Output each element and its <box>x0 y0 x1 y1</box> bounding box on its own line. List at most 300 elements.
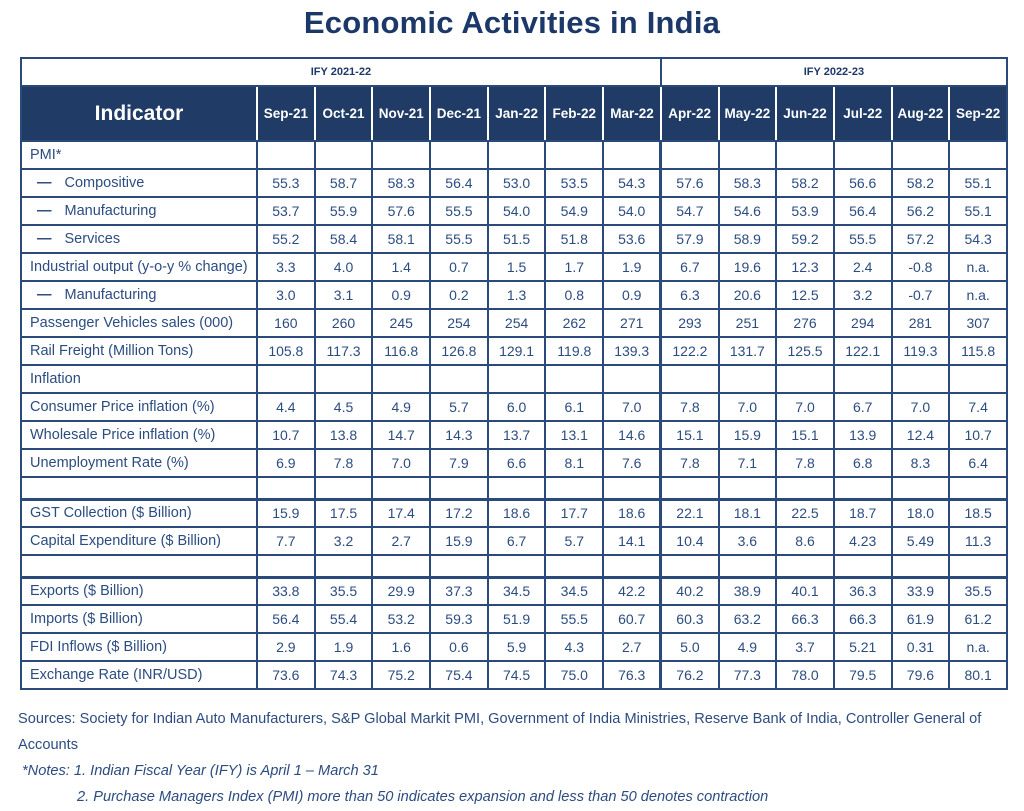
value-cell: 55.5 <box>430 225 488 253</box>
value-cell: 56.4 <box>430 169 488 197</box>
value-cell: 6.7 <box>834 393 892 421</box>
value-cell: 115.8 <box>949 337 1007 365</box>
value-cell: 8.6 <box>776 527 834 555</box>
value-cell: 276 <box>776 309 834 337</box>
indicator-label <box>21 281 257 309</box>
value-cell: 5.9 <box>488 633 546 661</box>
value-cell: 14.3 <box>430 421 488 449</box>
value-cell: 34.5 <box>545 577 603 605</box>
value-cell: 15.9 <box>719 421 777 449</box>
month-header: Jun-22 <box>776 86 834 141</box>
value-cell: 15.9 <box>257 499 315 527</box>
value-cell: 1.3 <box>488 281 546 309</box>
value-cell: 18.0 <box>892 499 950 527</box>
indicator-label: Exports ($ Billion) <box>21 577 257 605</box>
value-cell: 54.0 <box>488 197 546 225</box>
table-row <box>21 281 1007 309</box>
month-header: Apr-22 <box>661 86 719 141</box>
value-cell: 0.2 <box>430 281 488 309</box>
indicator-label: Industrial output (y-o-y % change) <box>21 253 257 281</box>
value-cell: 35.5 <box>315 577 373 605</box>
value-cell: 10.7 <box>949 421 1007 449</box>
value-cell <box>372 365 430 393</box>
value-cell: 7.6 <box>603 449 661 477</box>
value-cell: 53.9 <box>776 197 834 225</box>
fiscal-year-group-2: IFY 2022-23 <box>661 58 1007 86</box>
month-header: Jan-22 <box>488 86 546 141</box>
value-cell: 12.3 <box>776 253 834 281</box>
value-cell: 53.2 <box>372 605 430 633</box>
table-row <box>21 253 1007 281</box>
value-cell: 1.4 <box>372 253 430 281</box>
table-row <box>21 225 1007 253</box>
value-cell: 36.3 <box>834 577 892 605</box>
dash-bullet-icon: — <box>37 287 52 303</box>
value-cell: 79.6 <box>892 661 950 689</box>
value-cell: 53.0 <box>488 169 546 197</box>
value-cell: 14.1 <box>603 527 661 555</box>
value-cell <box>776 365 834 393</box>
indicator-label: Passenger Vehicles sales (000) <box>21 309 257 337</box>
value-cell: 7.0 <box>603 393 661 421</box>
value-cell: 57.9 <box>661 225 719 253</box>
table-row <box>21 309 1007 337</box>
value-cell <box>488 477 546 499</box>
month-header: Mar-22 <box>603 86 661 141</box>
table-row <box>21 169 1007 197</box>
value-cell: 6.7 <box>661 253 719 281</box>
value-cell <box>603 365 661 393</box>
spacer-label-cell <box>21 477 257 499</box>
value-cell <box>834 477 892 499</box>
value-cell: 55.4 <box>315 605 373 633</box>
value-cell <box>834 365 892 393</box>
value-cell: 55.3 <box>257 169 315 197</box>
value-cell: 1.6 <box>372 633 430 661</box>
value-cell: 18.5 <box>949 499 1007 527</box>
value-cell: 57.6 <box>661 169 719 197</box>
value-cell: 56.2 <box>892 197 950 225</box>
indicator-label-text: Services <box>64 231 121 247</box>
value-cell: 55.5 <box>545 605 603 633</box>
indicator-label: Imports ($ Billion) <box>21 605 257 633</box>
spacer-row <box>21 555 1007 577</box>
value-cell: 0.31 <box>892 633 950 661</box>
value-cell: 5.21 <box>834 633 892 661</box>
value-cell: 254 <box>430 309 488 337</box>
value-cell: 59.2 <box>776 225 834 253</box>
value-cell: 10.7 <box>257 421 315 449</box>
value-cell: 105.8 <box>257 337 315 365</box>
value-cell: 7.8 <box>661 393 719 421</box>
value-cell: 125.5 <box>776 337 834 365</box>
value-cell: 4.9 <box>372 393 430 421</box>
value-cell <box>661 141 719 169</box>
month-header: Feb-22 <box>545 86 603 141</box>
month-header: Jul-22 <box>834 86 892 141</box>
value-cell: 5.7 <box>545 527 603 555</box>
value-cell: 75.4 <box>430 661 488 689</box>
indicator-label: GST Collection ($ Billion) <box>21 499 257 527</box>
table-row <box>21 577 1007 605</box>
value-cell: 117.3 <box>315 337 373 365</box>
value-cell: 5.0 <box>661 633 719 661</box>
indicator-label: Exchange Rate (INR/USD) <box>21 661 257 689</box>
value-cell: 131.7 <box>719 337 777 365</box>
indicator-label: PMI* <box>21 141 257 169</box>
indicator-label-text: Manufacturing <box>64 203 157 219</box>
value-cell: 2.7 <box>603 633 661 661</box>
value-cell <box>315 365 373 393</box>
value-cell: 119.8 <box>545 337 603 365</box>
value-cell <box>834 555 892 577</box>
value-cell <box>661 555 719 577</box>
value-cell: 58.2 <box>776 169 834 197</box>
value-cell: 55.1 <box>949 197 1007 225</box>
month-header: Oct-21 <box>315 86 373 141</box>
value-cell: 60.3 <box>661 605 719 633</box>
month-header: Sep-21 <box>257 86 315 141</box>
value-cell <box>430 555 488 577</box>
value-cell: 0.7 <box>430 253 488 281</box>
indicator-label: Wholesale Price inflation (%) <box>21 421 257 449</box>
value-cell: 54.3 <box>603 169 661 197</box>
value-cell <box>834 141 892 169</box>
value-cell: 254 <box>488 309 546 337</box>
value-cell <box>488 555 546 577</box>
value-cell <box>603 141 661 169</box>
value-cell <box>372 477 430 499</box>
value-cell: 2.7 <box>372 527 430 555</box>
value-cell <box>949 365 1007 393</box>
value-cell: 60.7 <box>603 605 661 633</box>
table-row <box>21 527 1007 555</box>
value-cell <box>488 141 546 169</box>
value-cell: 4.3 <box>545 633 603 661</box>
value-cell <box>430 477 488 499</box>
indicator-label <box>21 169 257 197</box>
value-cell: 34.5 <box>488 577 546 605</box>
value-cell: 42.2 <box>603 577 661 605</box>
value-cell: 6.4 <box>949 449 1007 477</box>
value-cell: 294 <box>834 309 892 337</box>
value-cell: 11.3 <box>949 527 1007 555</box>
value-cell <box>545 141 603 169</box>
value-cell: 7.8 <box>315 449 373 477</box>
value-cell: 20.6 <box>719 281 777 309</box>
table-row <box>21 365 1007 393</box>
value-cell: 17.7 <box>545 499 603 527</box>
value-cell: 66.3 <box>834 605 892 633</box>
economic-indicators-table <box>20 57 1008 690</box>
value-cell: 14.6 <box>603 421 661 449</box>
table-row <box>21 499 1007 527</box>
value-cell: n.a. <box>949 253 1007 281</box>
value-cell: 6.9 <box>257 449 315 477</box>
month-header: May-22 <box>719 86 777 141</box>
indicator-label <box>21 197 257 225</box>
value-cell <box>661 365 719 393</box>
value-cell: 75.0 <box>545 661 603 689</box>
month-header: Aug-22 <box>892 86 950 141</box>
dash-bullet-icon: — <box>37 231 52 247</box>
value-cell: 5.49 <box>892 527 950 555</box>
value-cell: 119.3 <box>892 337 950 365</box>
value-cell: 12.4 <box>892 421 950 449</box>
value-cell: 4.5 <box>315 393 373 421</box>
value-cell: 7.0 <box>776 393 834 421</box>
value-cell: 40.1 <box>776 577 834 605</box>
value-cell <box>315 555 373 577</box>
value-cell: 54.3 <box>949 225 1007 253</box>
value-cell: 293 <box>661 309 719 337</box>
value-cell: 15.1 <box>661 421 719 449</box>
table-row <box>21 449 1007 477</box>
value-cell: 37.3 <box>430 577 488 605</box>
value-cell: 15.1 <box>776 421 834 449</box>
value-cell: 0.6 <box>430 633 488 661</box>
value-cell: 6.1 <box>545 393 603 421</box>
value-cell <box>892 477 950 499</box>
value-cell: -0.7 <box>892 281 950 309</box>
value-cell <box>545 555 603 577</box>
value-cell: 29.9 <box>372 577 430 605</box>
value-cell: 251 <box>719 309 777 337</box>
value-cell: 58.1 <box>372 225 430 253</box>
value-cell: 4.23 <box>834 527 892 555</box>
value-cell: 55.5 <box>430 197 488 225</box>
value-cell: 73.6 <box>257 661 315 689</box>
value-cell: 7.0 <box>719 393 777 421</box>
value-cell: 58.2 <box>892 169 950 197</box>
value-cell: n.a. <box>949 633 1007 661</box>
value-cell <box>661 477 719 499</box>
value-cell <box>488 365 546 393</box>
value-cell <box>257 141 315 169</box>
value-cell: n.a. <box>949 281 1007 309</box>
value-cell: 7.7 <box>257 527 315 555</box>
value-cell: 1.7 <box>545 253 603 281</box>
value-cell: 0.8 <box>545 281 603 309</box>
value-cell: 35.5 <box>949 577 1007 605</box>
value-cell: 17.5 <box>315 499 373 527</box>
table-row <box>21 633 1007 661</box>
value-cell: 51.5 <box>488 225 546 253</box>
value-cell: 3.1 <box>315 281 373 309</box>
value-cell <box>315 477 373 499</box>
month-header: Dec-21 <box>430 86 488 141</box>
value-cell: 33.9 <box>892 577 950 605</box>
value-cell: 4.0 <box>315 253 373 281</box>
value-cell <box>430 365 488 393</box>
value-cell: 262 <box>545 309 603 337</box>
value-cell: 55.1 <box>949 169 1007 197</box>
value-cell: 8.3 <box>892 449 950 477</box>
value-cell: 5.7 <box>430 393 488 421</box>
value-cell: 55.5 <box>834 225 892 253</box>
value-cell: 79.5 <box>834 661 892 689</box>
value-cell: 13.9 <box>834 421 892 449</box>
fiscal-year-group-1: IFY 2021-22 <box>21 58 661 86</box>
value-cell: 74.5 <box>488 661 546 689</box>
table-row <box>21 337 1007 365</box>
value-cell: 13.1 <box>545 421 603 449</box>
value-cell: 3.6 <box>719 527 777 555</box>
value-cell: 58.9 <box>719 225 777 253</box>
value-cell: 260 <box>315 309 373 337</box>
table-row <box>21 605 1007 633</box>
value-cell: 271 <box>603 309 661 337</box>
value-cell: 58.7 <box>315 169 373 197</box>
value-cell <box>719 555 777 577</box>
value-cell: 122.2 <box>661 337 719 365</box>
value-cell: 18.1 <box>719 499 777 527</box>
value-cell: 17.2 <box>430 499 488 527</box>
value-cell: 116.8 <box>372 337 430 365</box>
value-cell: 7.9 <box>430 449 488 477</box>
value-cell: 63.2 <box>719 605 777 633</box>
value-cell: 6.8 <box>834 449 892 477</box>
value-cell: 1.9 <box>315 633 373 661</box>
value-cell <box>776 141 834 169</box>
value-cell: 2.9 <box>257 633 315 661</box>
value-cell: 129.1 <box>488 337 546 365</box>
footer <box>18 707 1010 811</box>
value-cell: 14.7 <box>372 421 430 449</box>
value-cell <box>776 477 834 499</box>
value-cell: 66.3 <box>776 605 834 633</box>
value-cell: 22.1 <box>661 499 719 527</box>
value-cell: 6.7 <box>488 527 546 555</box>
indicator-label: Capital Expenditure ($ Billion) <box>21 527 257 555</box>
value-cell: 19.6 <box>719 253 777 281</box>
value-cell: 17.4 <box>372 499 430 527</box>
value-cell: 4.9 <box>719 633 777 661</box>
value-cell: 7.0 <box>372 449 430 477</box>
value-cell: 54.7 <box>661 197 719 225</box>
value-cell: 33.8 <box>257 577 315 605</box>
value-cell: 160 <box>257 309 315 337</box>
table-container <box>20 57 1008 690</box>
value-cell: 139.3 <box>603 337 661 365</box>
value-cell: 18.6 <box>603 499 661 527</box>
value-cell: 55.9 <box>315 197 373 225</box>
value-cell: 7.8 <box>776 449 834 477</box>
value-cell: 307 <box>949 309 1007 337</box>
value-cell: 8.1 <box>545 449 603 477</box>
spacer-label-cell <box>21 555 257 577</box>
table-row <box>21 421 1007 449</box>
indicator-header: Indicator <box>21 86 257 141</box>
indicator-label-text: Compositive <box>64 175 145 191</box>
value-cell <box>949 477 1007 499</box>
value-cell <box>372 141 430 169</box>
value-cell: 22.5 <box>776 499 834 527</box>
indicator-label: Rail Freight (Million Tons) <box>21 337 257 365</box>
value-cell: 2.4 <box>834 253 892 281</box>
value-cell: 57.6 <box>372 197 430 225</box>
value-cell <box>257 365 315 393</box>
value-cell: 3.2 <box>315 527 373 555</box>
value-cell <box>719 141 777 169</box>
value-cell: 13.8 <box>315 421 373 449</box>
table-row <box>21 197 1007 225</box>
value-cell: 59.3 <box>430 605 488 633</box>
value-cell: 1.9 <box>603 253 661 281</box>
month-header: Sep-22 <box>949 86 1007 141</box>
value-cell: 61.9 <box>892 605 950 633</box>
spacer-row <box>21 477 1007 499</box>
value-cell: 74.3 <box>315 661 373 689</box>
value-cell: 77.3 <box>719 661 777 689</box>
value-cell: 13.7 <box>488 421 546 449</box>
value-cell: 6.0 <box>488 393 546 421</box>
value-cell: 7.4 <box>949 393 1007 421</box>
value-cell: 58.4 <box>315 225 373 253</box>
value-cell <box>719 365 777 393</box>
value-cell: 1.5 <box>488 253 546 281</box>
indicator-label: FDI Inflows ($ Billion) <box>21 633 257 661</box>
value-cell: 281 <box>892 309 950 337</box>
value-cell: 40.2 <box>661 577 719 605</box>
value-cell: 51.8 <box>545 225 603 253</box>
value-cell: 18.6 <box>488 499 546 527</box>
dash-bullet-icon: — <box>37 203 52 219</box>
value-cell: -0.8 <box>892 253 950 281</box>
value-cell <box>257 477 315 499</box>
value-cell <box>949 141 1007 169</box>
value-cell: 7.1 <box>719 449 777 477</box>
value-cell: 61.2 <box>949 605 1007 633</box>
value-cell: 7.0 <box>892 393 950 421</box>
value-cell: 75.2 <box>372 661 430 689</box>
value-cell: 18.7 <box>834 499 892 527</box>
value-cell: 0.9 <box>603 281 661 309</box>
value-cell <box>603 555 661 577</box>
column-header-row <box>21 86 1007 141</box>
value-cell <box>545 477 603 499</box>
value-cell: 3.0 <box>257 281 315 309</box>
value-cell: 58.3 <box>372 169 430 197</box>
value-cell: 126.8 <box>430 337 488 365</box>
indicator-label-text: Manufacturing <box>64 287 157 303</box>
value-cell <box>257 555 315 577</box>
value-cell: 56.4 <box>257 605 315 633</box>
value-cell: 38.9 <box>719 577 777 605</box>
value-cell <box>892 141 950 169</box>
value-cell <box>892 365 950 393</box>
table-row <box>21 393 1007 421</box>
value-cell: 6.6 <box>488 449 546 477</box>
value-cell: 53.5 <box>545 169 603 197</box>
fiscal-year-row <box>21 58 1007 86</box>
value-cell: 3.2 <box>834 281 892 309</box>
indicator-label: Consumer Price inflation (%) <box>21 393 257 421</box>
sources-text: Sources: Society for Indian Auto Manufacturers, S&P Global Markit PMI, Government of India Ministries, Reserve Bank of India, Controller General of Accounts <box>18 711 982 753</box>
value-cell: 51.9 <box>488 605 546 633</box>
table-body <box>21 141 1007 689</box>
value-cell: 53.6 <box>603 225 661 253</box>
value-cell: 56.4 <box>834 197 892 225</box>
value-cell <box>719 477 777 499</box>
value-cell: 76.2 <box>661 661 719 689</box>
value-cell: 53.7 <box>257 197 315 225</box>
value-cell: 10.4 <box>661 527 719 555</box>
table-row <box>21 141 1007 169</box>
value-cell: 76.3 <box>603 661 661 689</box>
note-2: 2. Purchase Managers Index (PMI) more than 50 indicates expansion and less than 50 denotes contraction <box>77 788 769 805</box>
value-cell <box>372 555 430 577</box>
